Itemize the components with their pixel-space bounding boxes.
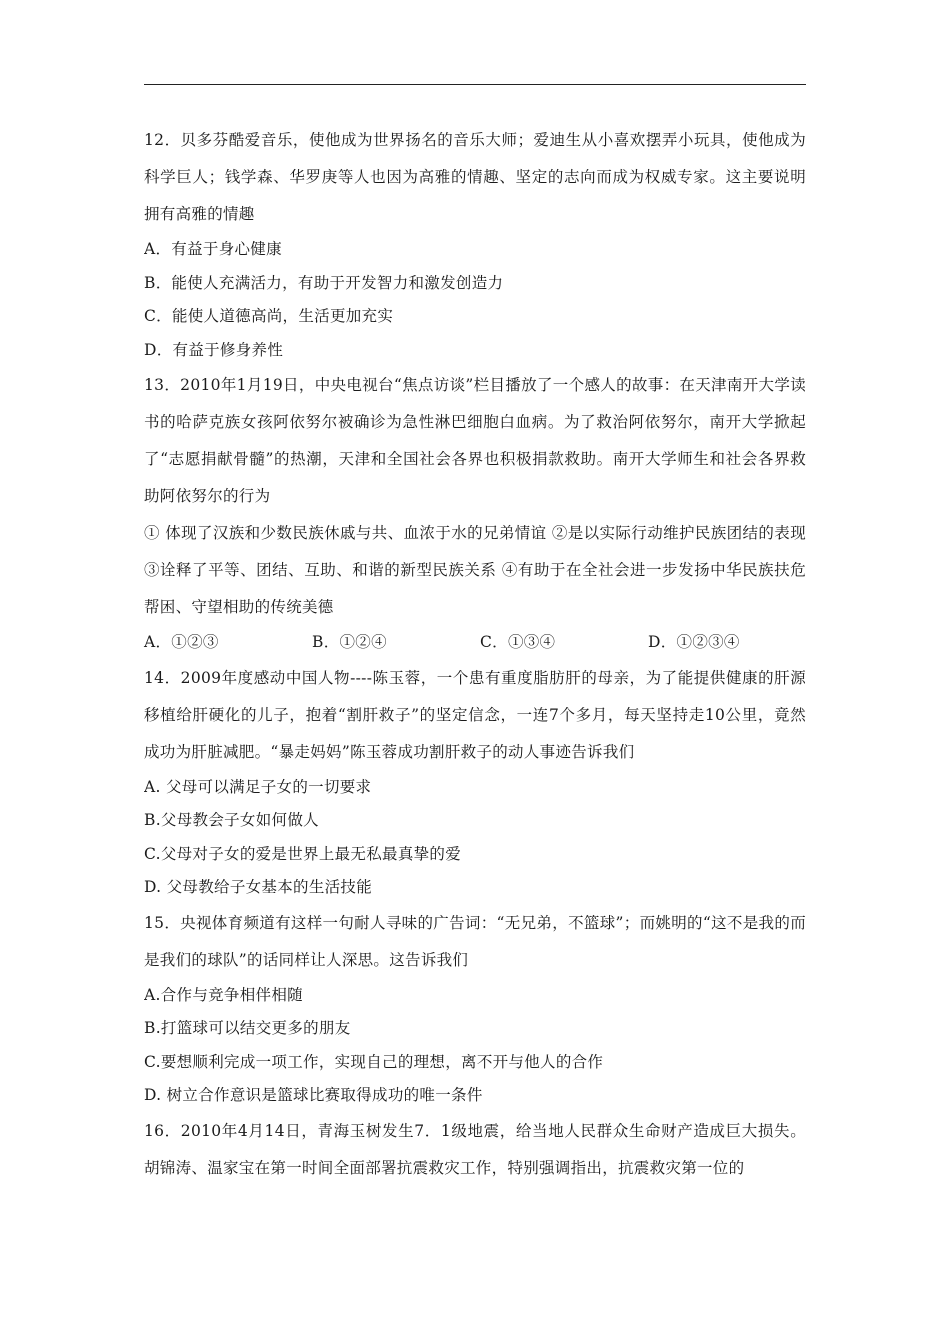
- question-13-stem: 13．2010年1月19日，中央电视台“焦点访谈”栏目播放了一个感人的故事：在天津南开大学读书的哈萨克族女孩阿依努尔被确诊为急性淋巴细胞白血病。为了救治阿依努尔，南开大学掀起了“志愿捐献骨髓”的热潮，天津和全国社会各界也积极捐款救助。南开大学师生和社会各界救助阿依努尔的行为: [144, 376, 806, 505]
- document-body: [144, 122, 806, 1187]
- question-13-statements: ① 体现了汉族和少数民族休戚与共、血浓于水的兄弟情谊 ②是以实际行动维护民族团结的表现 ③诠释了平等、团结、互助、和谐的新型民族关系 ④有助于在全社会进一步发扬中华民族扶危帮困、守望相助的传统美德: [144, 524, 806, 616]
- question-13-options: [144, 626, 806, 660]
- header-rule: [144, 84, 806, 85]
- question-12-option-b: B．能使人充满活力，有助于开发智力和激发创造力: [144, 273, 504, 292]
- question-15-option-b: B.打篮球可以结交更多的朋友: [144, 1019, 351, 1037]
- question-12-stem: 12．贝多芬酷爱音乐，使他成为世界扬名的音乐大师；爱迪生从小喜欢摆弄小玩具，使他成为科学巨人；钱学森、华罗庚等人也因为高雅的情趣、坚定的志向而成为权威专家。这主要说明拥有高雅的情趣: [144, 131, 806, 223]
- question-14-option-d: D. 父母教给子女基本的生活技能: [144, 878, 373, 896]
- question-13-option-c: C．①③④: [480, 633, 556, 651]
- question-15-stem: 15．央视体育频道有这样一句耐人寻味的广告词：“无兄弟，不篮球”；而姚明的“这不是我的而是我们的球队”的话同样让人深思。这告诉我们: [144, 913, 806, 969]
- question-14-option-b: B.父母教会子女如何做人: [144, 811, 319, 829]
- question-14: [144, 660, 806, 905]
- question-15-option-d: D. 树立合作意识是篮球比赛取得成功的唯一条件: [144, 1086, 483, 1104]
- question-14-option-a: A. 父母可以满足子女的一切要求: [144, 777, 372, 796]
- question-14-stem: 14．2009年度感动中国人物----陈玉蓉，一个患有重度脂肪肝的母亲，为了能提供健康的肝源移植给肝硬化的儿子，抱着“割肝救子”的坚定信念，一连7个多月，每天坚持走10公里，竟然成功为肝脏减肥。“暴走妈妈”陈玉蓉成功割肝救子的动人事迹告诉我们: [144, 668, 806, 761]
- question-13: [144, 367, 806, 660]
- question-13-option-d: D．①②③④: [648, 633, 740, 651]
- question-15: [144, 905, 806, 1113]
- question-13-option-b: B．①②④: [312, 633, 387, 651]
- question-14-option-c: C.父母对子女的爱是世界上最无私最真挚的爱: [144, 844, 462, 863]
- question-12-option-d: D．有益于修身养性: [144, 340, 284, 359]
- question-16: [144, 1113, 806, 1187]
- question-13-option-a: A．①②③: [144, 633, 219, 651]
- question-12-option-c: C．能使人道德高尚，生活更加充实: [144, 307, 394, 325]
- question-12: [144, 122, 806, 367]
- question-15-option-a: A.合作与竞争相伴相随: [144, 985, 303, 1004]
- question-12-option-a: A．有益于身心健康: [144, 240, 282, 258]
- question-15-option-c: C.要想顺利完成一项工作，实现自己的理想，离不开与他人的合作: [144, 1052, 604, 1071]
- question-16-stem: 16．2010年4月14日，青海玉树发生7．1级地震，给当地人民群众生命财产造成巨大损失。胡锦涛、温家宝在第一时间全面部署抗震救灾工作，特别强调指出，抗震救灾第一位的: [144, 1121, 806, 1177]
